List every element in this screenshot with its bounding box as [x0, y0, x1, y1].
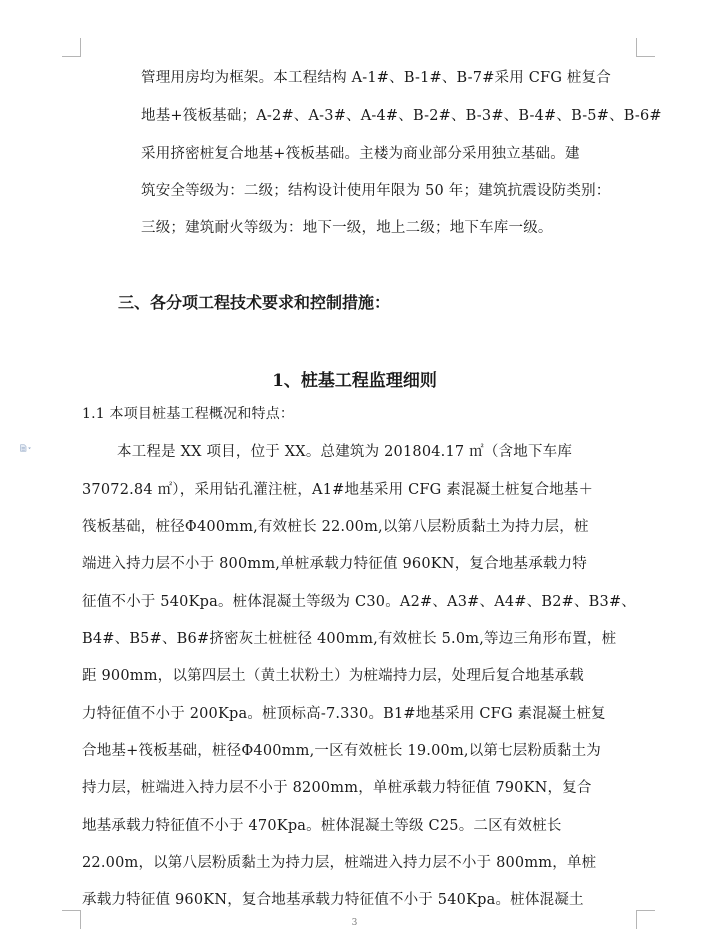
- body-line: 22.00m，以第八层粉质黏土为持力层，桩端进入持力层不小于 800mm，单桩: [82, 855, 597, 871]
- body-line: 征值不小于 540Kpa。桩体混凝土等级为 C30。A2#、A3#、A4#、B2#、B3#、: [82, 594, 636, 610]
- body-line: 采用挤密桩复合地基+筏板基础。主楼为商业部分采用独立基础。建: [141, 146, 580, 162]
- body-line: 承载力特征值 960KN，复合地基承载力特征值不小于 540Kpa。桩体混凝土: [82, 892, 584, 908]
- body-line: 三级；建筑耐火等级为：地下一级，地上二级；地下车库一级。: [141, 220, 553, 236]
- body-line: 筏板基础，桩径Φ400mm,有效桩长 22.00m,以第八层粉质黏土为持力层，桩: [82, 519, 589, 535]
- crop-mark-top-right: [636, 38, 655, 57]
- body-line: 端进入持力层不小于 800mm,单桩承载力特征值 960KN，复合地基承载力特: [82, 556, 587, 572]
- body-line: 管理用房均为框架。本工程结构 A-1#、B-1#、B-7#采用 CFG 桩复合: [141, 70, 612, 86]
- body-line: 地基承载力特征值不小于 470Kpa。桩体混凝土等级 C25。二区有效桩长: [82, 818, 562, 834]
- body-line: B4#、B5#、B6#挤密灰土桩桩径 400mm,有效桩长 5.0m,等边三角形布置，桩: [82, 631, 617, 647]
- body-line: 合地基+筏板基础，桩径Φ400mm,一区有效桩长 19.00m,以第七层粉质黏土为: [82, 743, 601, 759]
- body-line: 地基+筏板基础；A-2#、A-3#、A-4#、B-2#、B-3#、B-4#、B-5#、B-6#: [141, 108, 662, 124]
- body-line: 持力层，桩端进入持力层不小于 8200mm，单桩承载力特征值 790KN，复合: [82, 780, 592, 796]
- body-line: 筑安全等级为：二级；结构设计使用年限为 50 年；建筑抗震设防类别：: [141, 183, 611, 199]
- body-line: 力特征值不小于 200Kpa。桩顶标高-7.330。B1#地基采用 CFG 素混凝土桩复: [82, 706, 606, 722]
- item-heading: 1.1 本项目桩基工程概况和特点：: [82, 406, 295, 422]
- page-number: 3: [351, 918, 358, 928]
- body-line: 37072.84 ㎡），采用钻孔灌注桩，A1#地基采用 CFG 素混凝土桩复合地基＋: [82, 482, 594, 498]
- crop-mark-top-left: [62, 38, 81, 57]
- paragraph-options-icon[interactable]: [20, 441, 32, 455]
- body-line: 本工程是 XX 项目，位于 XX。总建筑为 201804.17 ㎡（含地下车库: [117, 444, 573, 460]
- body-line: 距 900mm，以第四层土（黄土状粉土）为桩端持力层，处理后复合地基承载: [82, 668, 584, 684]
- sub-heading: 1、桩基工程监理细则: [272, 371, 437, 391]
- section-heading: 三、各分项工程技术要求和控制措施：: [118, 293, 391, 312]
